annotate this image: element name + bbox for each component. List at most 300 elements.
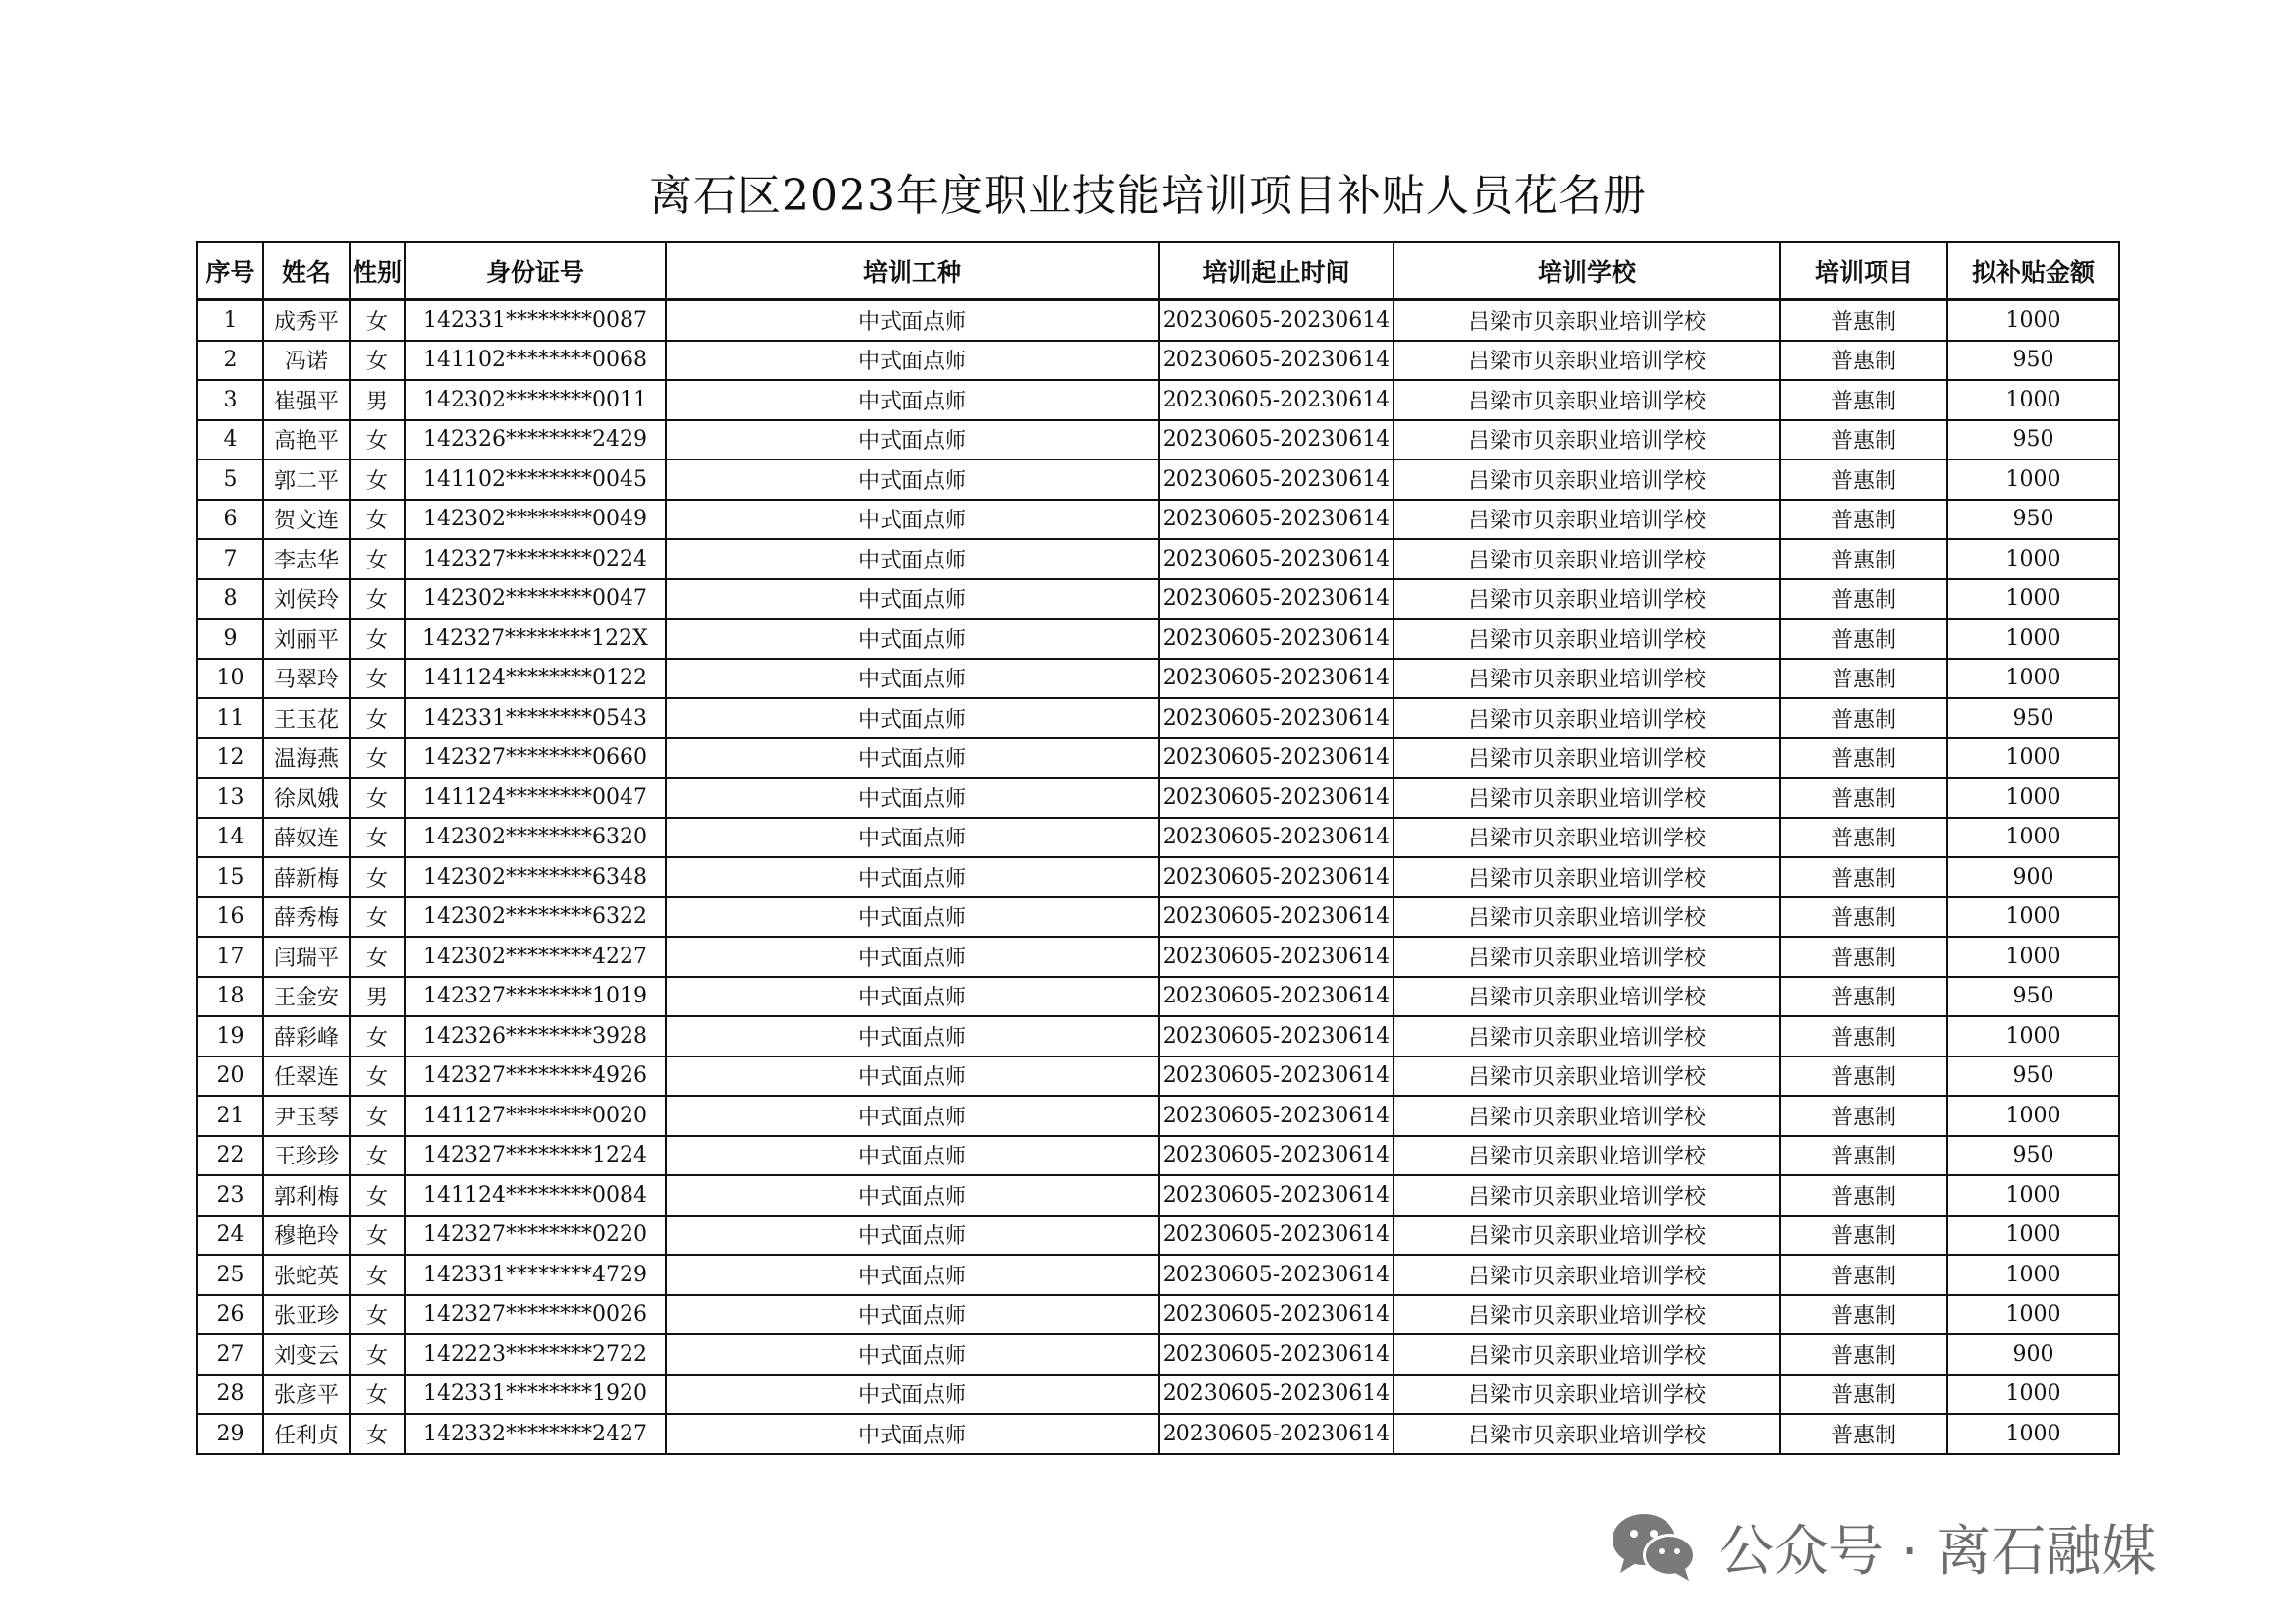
cell-id-number: 142332********2427 [405,1414,666,1454]
cell-id-number: 142302********6348 [405,857,666,897]
cell-gender: 女 [350,1414,405,1454]
cell-subsidy: 1000 [1947,1216,2119,1256]
table-row [197,1334,2119,1375]
wechat-icon [1611,1510,1697,1585]
cell-gender: 女 [350,1375,405,1415]
cell-gender: 女 [350,579,405,620]
cell-school: 吕梁市贝亲职业培训学校 [1394,500,1780,540]
cell-name: 薛彩峰 [263,1016,350,1056]
cell-program: 普惠制 [1780,1255,1947,1295]
cell-period: 20230605-20230614 [1159,1216,1394,1256]
cell-name: 冯诺 [263,341,350,381]
cell-program: 普惠制 [1780,1056,1947,1097]
cell-school: 吕梁市贝亲职业培训学校 [1394,1216,1780,1256]
cell-school: 吕梁市贝亲职业培训学校 [1394,698,1780,738]
cell-trade: 中式面点师 [666,897,1159,938]
cell-period: 20230605-20230614 [1159,539,1394,579]
cell-name: 王珍珍 [263,1136,350,1176]
cell-index: 13 [197,778,263,818]
cell-name: 薛秀梅 [263,897,350,938]
cell-program: 普惠制 [1780,1016,1947,1056]
cell-period: 20230605-20230614 [1159,500,1394,540]
cell-id-number: 141124********0047 [405,778,666,818]
cell-subsidy: 1000 [1947,1255,2119,1295]
cell-period: 20230605-20230614 [1159,818,1394,858]
cell-period: 20230605-20230614 [1159,380,1394,420]
cell-name: 崔强平 [263,380,350,420]
table-row [197,1056,2119,1097]
cell-trade: 中式面点师 [666,818,1159,858]
table-header-row [197,242,2119,300]
cell-program: 普惠制 [1780,300,1947,341]
cell-gender: 女 [350,619,405,659]
cell-program: 普惠制 [1780,897,1947,938]
cell-period: 20230605-20230614 [1159,698,1394,738]
table-row [197,1255,2119,1295]
table-row [197,698,2119,738]
cell-subsidy: 1000 [1947,659,2119,699]
cell-period: 20230605-20230614 [1159,420,1394,460]
cell-index: 6 [197,500,263,540]
cell-gender: 女 [350,1056,405,1097]
cell-trade: 中式面点师 [666,1375,1159,1415]
cell-period: 20230605-20230614 [1159,1096,1394,1136]
cell-name: 张亚珍 [263,1295,350,1335]
cell-gender: 女 [350,818,405,858]
table-row [197,659,2119,699]
cell-name: 刘丽平 [263,619,350,659]
cell-school: 吕梁市贝亲职业培训学校 [1394,619,1780,659]
cell-name: 任翠连 [263,1056,350,1097]
cell-gender: 女 [350,698,405,738]
cell-period: 20230605-20230614 [1159,579,1394,620]
cell-id-number: 142327********122X [405,619,666,659]
cell-subsidy: 900 [1947,857,2119,897]
cell-period: 20230605-20230614 [1159,778,1394,818]
cell-subsidy: 1000 [1947,1295,2119,1335]
cell-name: 任利贞 [263,1414,350,1454]
cell-program: 普惠制 [1780,1414,1947,1454]
cell-id-number: 141124********0122 [405,659,666,699]
table-row [197,380,2119,420]
cell-subsidy: 900 [1947,1334,2119,1375]
cell-program: 普惠制 [1780,1295,1947,1335]
table-row [197,579,2119,620]
cell-school: 吕梁市贝亲职业培训学校 [1394,857,1780,897]
cell-gender: 女 [350,420,405,460]
cell-id-number: 142223********2722 [405,1334,666,1375]
cell-id-number: 142326********3928 [405,1016,666,1056]
cell-index: 8 [197,579,263,620]
cell-gender: 女 [350,778,405,818]
cell-program: 普惠制 [1780,977,1947,1017]
cell-trade: 中式面点师 [666,460,1159,500]
cell-index: 19 [197,1016,263,1056]
cell-index: 24 [197,1216,263,1256]
cell-trade: 中式面点师 [666,380,1159,420]
cell-program: 普惠制 [1780,1175,1947,1216]
cell-school: 吕梁市贝亲职业培训学校 [1394,1255,1780,1295]
cell-name: 王玉花 [263,698,350,738]
cell-trade: 中式面点师 [666,1175,1159,1216]
cell-gender: 女 [350,500,405,540]
cell-name: 薛新梅 [263,857,350,897]
cell-name: 郭二平 [263,460,350,500]
cell-subsidy: 1000 [1947,1375,2119,1415]
cell-trade: 中式面点师 [666,420,1159,460]
cell-school: 吕梁市贝亲职业培训学校 [1394,420,1780,460]
table-row [197,341,2119,381]
cell-id-number: 142331********0087 [405,300,666,341]
cell-gender: 女 [350,1096,405,1136]
table-row [197,937,2119,977]
cell-index: 18 [197,977,263,1017]
cell-gender: 女 [350,1136,405,1176]
watermark [1611,1510,2156,1585]
cell-index: 17 [197,937,263,977]
cell-gender: 女 [350,460,405,500]
table-row [197,1175,2119,1216]
cell-index: 15 [197,857,263,897]
cell-index: 23 [197,1175,263,1216]
cell-name: 郭利梅 [263,1175,350,1216]
cell-program: 普惠制 [1780,341,1947,381]
cell-program: 普惠制 [1780,460,1947,500]
cell-gender: 女 [350,1016,405,1056]
cell-trade: 中式面点师 [666,341,1159,381]
cell-period: 20230605-20230614 [1159,1375,1394,1415]
cell-gender: 女 [350,341,405,381]
cell-trade: 中式面点师 [666,300,1159,341]
cell-program: 普惠制 [1780,698,1947,738]
cell-id-number: 142327********0220 [405,1216,666,1256]
cell-name: 马翠玲 [263,659,350,699]
cell-trade: 中式面点师 [666,1334,1159,1375]
table-row [197,420,2119,460]
cell-name: 刘侯玲 [263,579,350,620]
cell-gender: 女 [350,659,405,699]
cell-id-number: 142327********1224 [405,1136,666,1176]
cell-school: 吕梁市贝亲职业培训学校 [1394,300,1780,341]
watermark-text: 公众号 · 离石融媒 [1719,1520,2157,1584]
cell-period: 20230605-20230614 [1159,460,1394,500]
cell-gender: 男 [350,380,405,420]
cell-gender: 女 [350,1175,405,1216]
cell-gender: 女 [350,300,405,341]
cell-id-number: 142326********2429 [405,420,666,460]
table-row [197,857,2119,897]
cell-index: 9 [197,619,263,659]
cell-id-number: 142331********0543 [405,698,666,738]
table-row [197,1136,2119,1176]
cell-school: 吕梁市贝亲职业培训学校 [1394,897,1780,938]
cell-index: 5 [197,460,263,500]
cell-period: 20230605-20230614 [1159,1016,1394,1056]
cell-trade: 中式面点师 [666,1096,1159,1136]
cell-school: 吕梁市贝亲职业培训学校 [1394,659,1780,699]
table-body [197,300,2119,1454]
cell-index: 20 [197,1056,263,1097]
cell-program: 普惠制 [1780,1375,1947,1415]
cell-subsidy: 1000 [1947,1016,2119,1056]
cell-trade: 中式面点师 [666,1136,1159,1176]
cell-school: 吕梁市贝亲职业培训学校 [1394,1136,1780,1176]
cell-index: 4 [197,420,263,460]
cell-period: 20230605-20230614 [1159,1136,1394,1176]
header-name: 姓名 [263,242,350,300]
cell-name: 王金安 [263,977,350,1017]
header-school: 培训学校 [1394,242,1780,300]
table-row [197,778,2119,818]
cell-name: 薛奴连 [263,818,350,858]
cell-index: 11 [197,698,263,738]
cell-trade: 中式面点师 [666,778,1159,818]
cell-id-number: 142302********6320 [405,818,666,858]
cell-subsidy: 950 [1947,500,2119,540]
header-id-number: 身份证号 [405,242,666,300]
cell-id-number: 142327********0026 [405,1295,666,1335]
cell-trade: 中式面点师 [666,698,1159,738]
cell-subsidy: 950 [1947,1136,2119,1176]
cell-id-number: 142302********0011 [405,380,666,420]
cell-trade: 中式面点师 [666,539,1159,579]
cell-subsidy: 1000 [1947,1096,2119,1136]
cell-id-number: 141127********0020 [405,1096,666,1136]
cell-program: 普惠制 [1780,420,1947,460]
cell-name: 尹玉琴 [263,1096,350,1136]
cell-index: 16 [197,897,263,938]
cell-id-number: 142331********4729 [405,1255,666,1295]
cell-gender: 男 [350,977,405,1017]
table-row [197,818,2119,858]
cell-name: 刘变云 [263,1334,350,1375]
cell-school: 吕梁市贝亲职业培训学校 [1394,1295,1780,1335]
cell-subsidy: 1000 [1947,897,2119,938]
cell-school: 吕梁市贝亲职业培训学校 [1394,778,1780,818]
cell-period: 20230605-20230614 [1159,1175,1394,1216]
cell-period: 20230605-20230614 [1159,977,1394,1017]
table-row [197,1096,2119,1136]
cell-index: 27 [197,1334,263,1375]
cell-period: 20230605-20230614 [1159,1334,1394,1375]
page-title: 离石区2023年度职业技能培训项目补贴人员花名册 [649,171,1647,221]
cell-id-number: 142327********1019 [405,977,666,1017]
cell-program: 普惠制 [1780,539,1947,579]
roster-table [196,241,2120,1455]
cell-period: 20230605-20230614 [1159,857,1394,897]
header-period: 培训起止时间 [1159,242,1394,300]
cell-program: 普惠制 [1780,857,1947,897]
cell-id-number: 141124********0084 [405,1175,666,1216]
cell-trade: 中式面点师 [666,579,1159,620]
cell-gender: 女 [350,937,405,977]
cell-period: 20230605-20230614 [1159,738,1394,779]
cell-subsidy: 950 [1947,420,2119,460]
cell-school: 吕梁市贝亲职业培训学校 [1394,1375,1780,1415]
cell-name: 张彦平 [263,1375,350,1415]
cell-subsidy: 950 [1947,977,2119,1017]
cell-trade: 中式面点师 [666,1295,1159,1335]
cell-school: 吕梁市贝亲职业培训学校 [1394,977,1780,1017]
cell-trade: 中式面点师 [666,500,1159,540]
table-row [197,738,2119,779]
cell-period: 20230605-20230614 [1159,659,1394,699]
cell-period: 20230605-20230614 [1159,619,1394,659]
cell-trade: 中式面点师 [666,1056,1159,1097]
header-subsidy: 拟补贴金额 [1947,242,2119,300]
cell-school: 吕梁市贝亲职业培训学校 [1394,579,1780,620]
cell-trade: 中式面点师 [666,1255,1159,1295]
cell-id-number: 142327********0224 [405,539,666,579]
cell-subsidy: 1000 [1947,380,2119,420]
cell-id-number: 142331********1920 [405,1375,666,1415]
cell-id-number: 142302********4227 [405,937,666,977]
cell-id-number: 141102********0068 [405,341,666,381]
cell-school: 吕梁市贝亲职业培训学校 [1394,1056,1780,1097]
cell-subsidy: 950 [1947,1056,2119,1097]
table-row [197,300,2119,341]
cell-subsidy: 1000 [1947,937,2119,977]
cell-program: 普惠制 [1780,380,1947,420]
cell-trade: 中式面点师 [666,857,1159,897]
cell-subsidy: 1000 [1947,818,2119,858]
table-row [197,1375,2119,1415]
cell-school: 吕梁市贝亲职业培训学校 [1394,1414,1780,1454]
cell-program: 普惠制 [1780,818,1947,858]
cell-gender: 女 [350,857,405,897]
cell-name: 闫瑞平 [263,937,350,977]
cell-index: 25 [197,1255,263,1295]
cell-id-number: 142302********0047 [405,579,666,620]
cell-school: 吕梁市贝亲职业培训学校 [1394,341,1780,381]
cell-subsidy: 950 [1947,341,2119,381]
cell-subsidy: 1000 [1947,460,2119,500]
header-program: 培训项目 [1780,242,1947,300]
cell-program: 普惠制 [1780,738,1947,779]
cell-school: 吕梁市贝亲职业培训学校 [1394,539,1780,579]
cell-period: 20230605-20230614 [1159,300,1394,341]
cell-school: 吕梁市贝亲职业培训学校 [1394,1096,1780,1136]
cell-program: 普惠制 [1780,937,1947,977]
cell-id-number: 142302********6322 [405,897,666,938]
cell-index: 28 [197,1375,263,1415]
cell-gender: 女 [350,1295,405,1335]
cell-name: 徐凤娥 [263,778,350,818]
table-row [197,619,2119,659]
table-row [197,977,2119,1017]
cell-index: 22 [197,1136,263,1176]
cell-subsidy: 1000 [1947,300,2119,341]
cell-trade: 中式面点师 [666,1414,1159,1454]
cell-index: 2 [197,341,263,381]
table-row [197,897,2119,938]
cell-subsidy: 1000 [1947,738,2119,779]
cell-program: 普惠制 [1780,1096,1947,1136]
cell-subsidy: 1000 [1947,778,2119,818]
cell-gender: 女 [350,1216,405,1256]
cell-name: 贺文连 [263,500,350,540]
cell-school: 吕梁市贝亲职业培训学校 [1394,818,1780,858]
cell-index: 1 [197,300,263,341]
cell-school: 吕梁市贝亲职业培训学校 [1394,380,1780,420]
cell-program: 普惠制 [1780,659,1947,699]
table-row [197,500,2119,540]
cell-trade: 中式面点师 [666,659,1159,699]
cell-name: 高艳平 [263,420,350,460]
table-row [197,460,2119,500]
cell-program: 普惠制 [1780,579,1947,620]
cell-school: 吕梁市贝亲职业培训学校 [1394,1334,1780,1375]
table-row [197,539,2119,579]
header-index: 序号 [197,242,263,300]
cell-index: 21 [197,1096,263,1136]
cell-index: 7 [197,539,263,579]
cell-name: 李志华 [263,539,350,579]
cell-gender: 女 [350,738,405,779]
cell-index: 3 [197,380,263,420]
cell-period: 20230605-20230614 [1159,897,1394,938]
cell-index: 10 [197,659,263,699]
cell-name: 成秀平 [263,300,350,341]
cell-gender: 女 [350,897,405,938]
cell-subsidy: 1000 [1947,1175,2119,1216]
cell-id-number: 142327********0660 [405,738,666,779]
cell-school: 吕梁市贝亲职业培训学校 [1394,1016,1780,1056]
cell-id-number: 142302********0049 [405,500,666,540]
cell-gender: 女 [350,539,405,579]
cell-school: 吕梁市贝亲职业培训学校 [1394,460,1780,500]
cell-trade: 中式面点师 [666,977,1159,1017]
cell-index: 12 [197,738,263,779]
cell-trade: 中式面点师 [666,738,1159,779]
cell-name: 穆艳玲 [263,1216,350,1256]
cell-period: 20230605-20230614 [1159,1414,1394,1454]
cell-program: 普惠制 [1780,1216,1947,1256]
cell-name: 温海燕 [263,738,350,779]
cell-id-number: 141102********0045 [405,460,666,500]
cell-index: 29 [197,1414,263,1454]
cell-subsidy: 1000 [1947,619,2119,659]
cell-trade: 中式面点师 [666,1216,1159,1256]
cell-program: 普惠制 [1780,1136,1947,1176]
cell-index: 26 [197,1295,263,1335]
cell-subsidy: 1000 [1947,539,2119,579]
cell-program: 普惠制 [1780,500,1947,540]
header-gender: 性别 [350,242,405,300]
cell-id-number: 142327********4926 [405,1056,666,1097]
table-row [197,1414,2119,1454]
cell-index: 14 [197,818,263,858]
cell-school: 吕梁市贝亲职业培训学校 [1394,1175,1780,1216]
cell-period: 20230605-20230614 [1159,1295,1394,1335]
cell-program: 普惠制 [1780,619,1947,659]
cell-period: 20230605-20230614 [1159,1255,1394,1295]
cell-trade: 中式面点师 [666,619,1159,659]
table-row [197,1216,2119,1256]
cell-subsidy: 1000 [1947,1414,2119,1454]
cell-gender: 女 [350,1255,405,1295]
cell-program: 普惠制 [1780,1334,1947,1375]
table-row [197,1016,2119,1056]
header-trade: 培训工种 [666,242,1159,300]
cell-school: 吕梁市贝亲职业培训学校 [1394,738,1780,779]
cell-trade: 中式面点师 [666,1016,1159,1056]
cell-period: 20230605-20230614 [1159,1056,1394,1097]
cell-name: 张蛇英 [263,1255,350,1295]
cell-period: 20230605-20230614 [1159,937,1394,977]
cell-program: 普惠制 [1780,778,1947,818]
cell-school: 吕梁市贝亲职业培训学校 [1394,937,1780,977]
